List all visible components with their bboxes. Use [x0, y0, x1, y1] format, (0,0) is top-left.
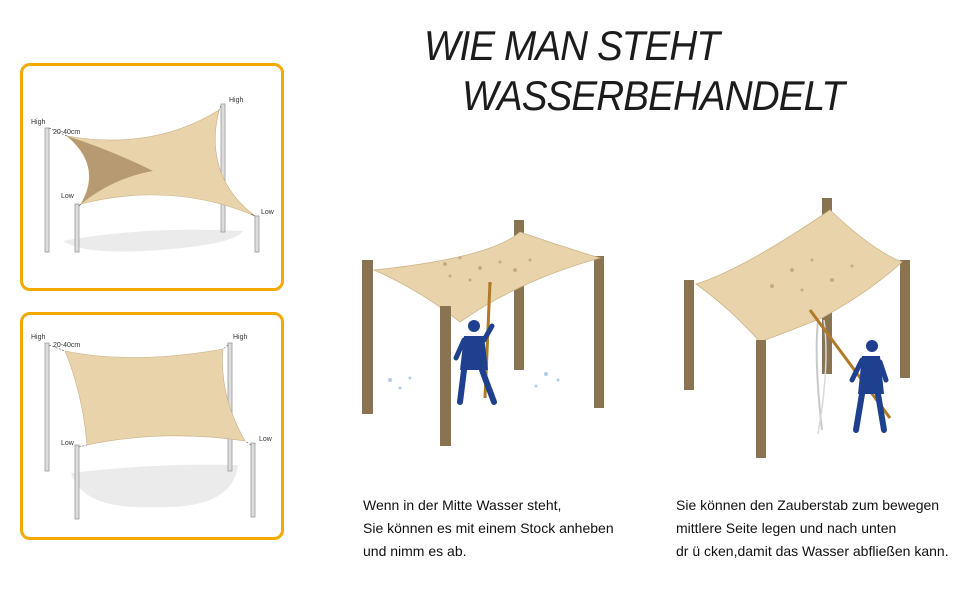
caption-line: dr ü cken,damit das Wasser abfließen kann. [676, 543, 949, 559]
caption-line: und nimm es ab. [363, 543, 467, 559]
label-high-right: High [233, 334, 248, 341]
label-low-left: Low [61, 193, 74, 200]
headline-line-1: WIE MAN STEHT [424, 22, 720, 69]
label-low-right: Low [261, 209, 274, 216]
label-high-left: High [31, 334, 46, 341]
label-high-right: High [229, 97, 244, 104]
caption-drain-water [676, 494, 949, 563]
label-gap: 20-40cm [53, 129, 81, 136]
label-low-right: Low [259, 436, 272, 443]
rectangular-sail-illustration [23, 315, 281, 537]
label-high-left: High [31, 119, 46, 126]
caption-line: Sie können es mit einem Stock anheben [363, 520, 614, 536]
caption-line: Sie können den Zauberstab zum bewegen [676, 497, 940, 513]
caption-lift-water [363, 494, 614, 563]
label-low-left: Low [61, 440, 74, 447]
rectangular-sail-diagram-panel [20, 312, 284, 540]
headline-line-2: WASSERBEHANDELT [462, 72, 845, 119]
twisted-sail-diagram-panel [20, 63, 284, 291]
caption-line: mittlere Seite legen und nach unten [676, 520, 897, 536]
lifting-water-scene-illustration [350, 210, 620, 455]
twisted-sail-illustration [23, 66, 281, 288]
caption-line: Wenn in der Mitte Wasser steht, [363, 497, 562, 513]
draining-water-scene-illustration [672, 190, 942, 460]
label-gap: 20-40cm [53, 342, 81, 349]
